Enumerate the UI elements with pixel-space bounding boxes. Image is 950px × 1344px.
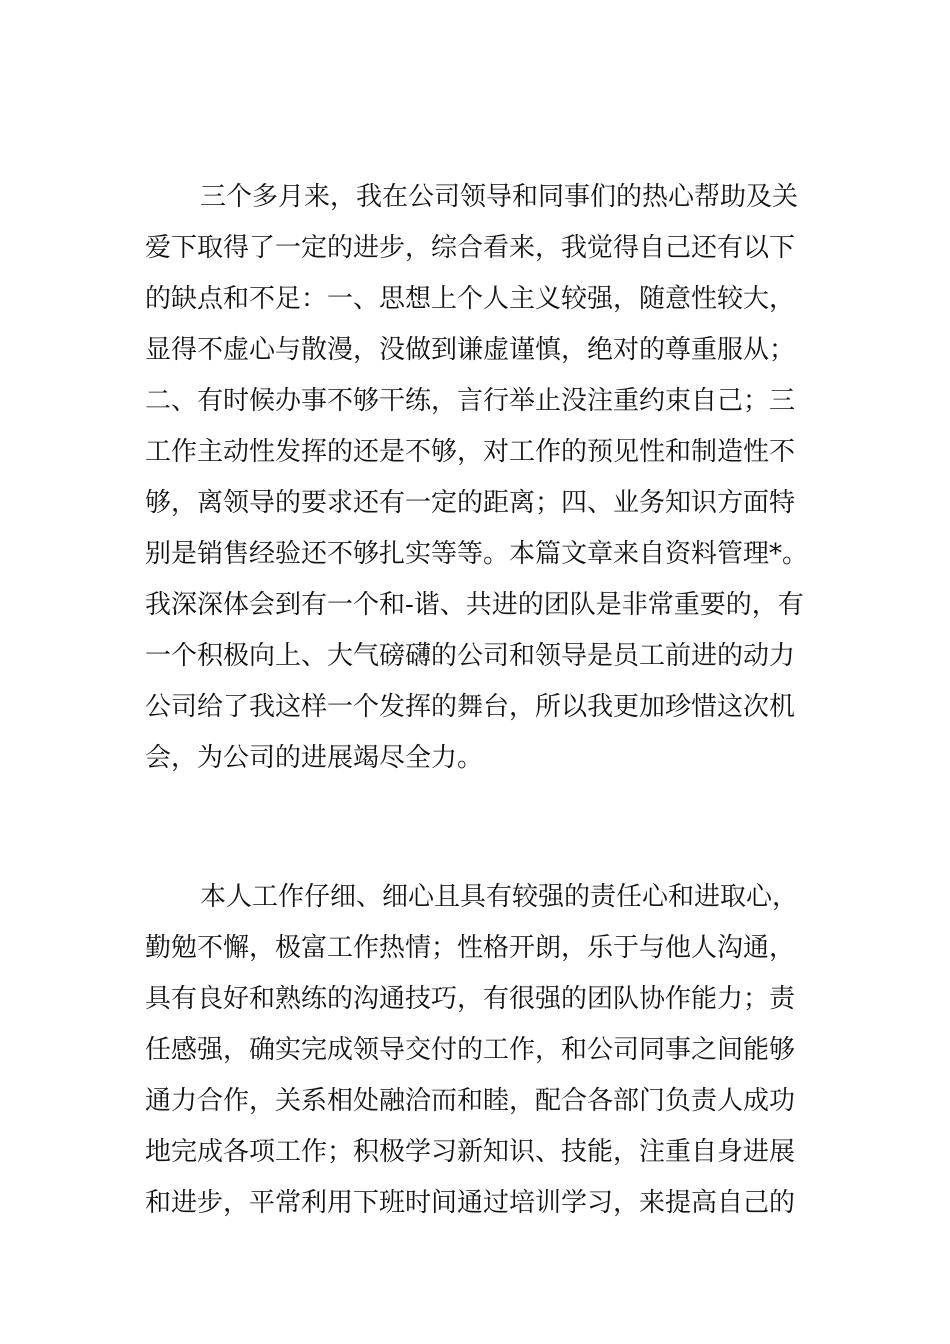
paragraph-line: 爱下取得了一定的进步，综合看来，我觉得自己还有以下	[145, 233, 796, 263]
paragraph-line: 一个积极向上、大气磅礴的公司和领导是员工前进的动力	[145, 641, 796, 671]
paragraph-line: 显得不虚心与散漫，没做到谦虚谨慎，绝对的尊重服从；	[145, 335, 796, 365]
paragraph-line: 二、有时候办事不够干练，言行举止没注重约束自己；三	[145, 386, 796, 416]
paragraph-line: 勤勉不懈，极富工作热情；性格开朗，乐于与他人沟通，	[145, 933, 796, 963]
paragraph-line: 三个多月来，我在公司领导和同事们的热心帮助及关	[200, 182, 799, 212]
paragraph-line: 和进步，平常利用下班时间通过培训学习，来提高自己的	[145, 1188, 796, 1218]
paragraph-line: 别是销售经验还不够扎实等等。本篇文章来自资料管理*。	[145, 539, 809, 569]
paragraph-line: 我深深体会到有一个和-谐、共进的团队是非常重要的，有	[145, 590, 804, 620]
paragraph-line: 够，离领导的要求还有一定的距离；四、业务知识方面特	[145, 488, 796, 518]
paragraph-line: 工作主动性发挥的还是不够，对工作的预见性和制造性不	[145, 437, 796, 467]
paragraph-line: 具有良好和熟练的沟通技巧，有很强的团队协作能力；责	[145, 984, 796, 1014]
paragraph-line: 任感强，确实完成领导交付的工作，和公司同事之间能够	[145, 1035, 796, 1065]
paragraph-line: 本人工作仔细、细心且具有较强的责任心和进取心，	[200, 882, 799, 912]
paragraph-line: 的缺点和不足：一、思想上个人主义较强，随意性较大，	[145, 284, 796, 314]
paragraph-line: 会，为公司的进展竭尽全力。	[145, 743, 484, 773]
paragraph-line: 公司给了我这样一个发挥的舞台，所以我更加珍惜这次机	[145, 692, 796, 722]
paragraph-line: 地完成各项工作；积极学习新知识、技能，注重自身进展	[145, 1137, 796, 1167]
paragraph-line: 通力合作，关系相处融洽而和睦，配合各部门负责人成功	[145, 1086, 796, 1116]
